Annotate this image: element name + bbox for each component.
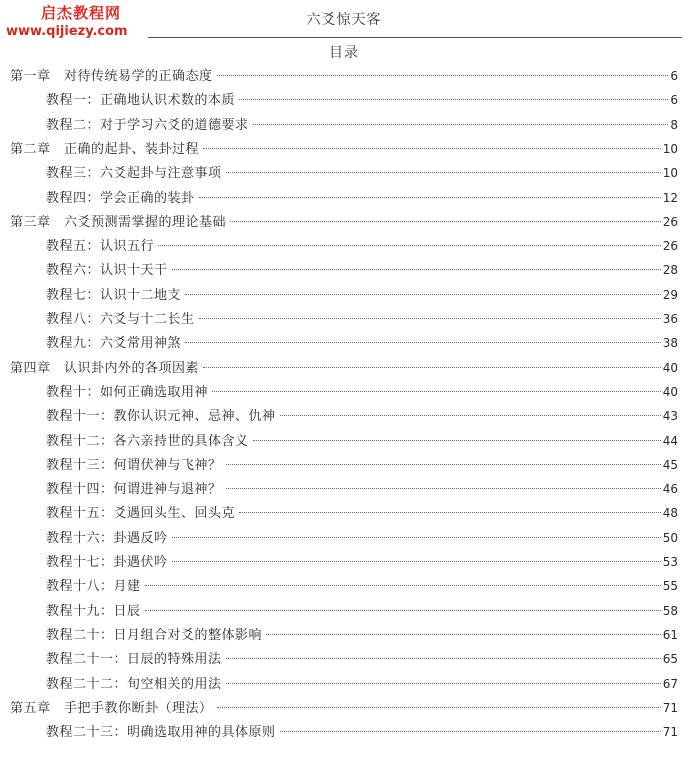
toc-lesson-entry: [46, 88, 678, 112]
toc-lesson-entry: [46, 501, 678, 525]
toc-lesson-entry: [46, 453, 678, 477]
toc-dot-leader: [253, 124, 669, 125]
toc-dot-leader: [239, 512, 661, 513]
toc-entry-title: 教程二十一：日辰的特殊用法: [46, 652, 222, 668]
toc-lesson-entry: [46, 258, 678, 282]
watermark-site-url: www.qijiezy.com: [6, 24, 128, 39]
toc-dot-leader: [212, 391, 661, 392]
toc-entry-title: 教程八：六爻与十二长生: [46, 312, 195, 327]
toc-page-number: 40: [662, 360, 678, 375]
toc-chapter-entry: [10, 64, 678, 88]
toc-lesson-entry: [46, 380, 678, 404]
toc-entry-title: 教程十六：卦遇反吟: [46, 530, 168, 546]
toc-lesson-entry: [46, 574, 678, 598]
toc-page-number: 10: [662, 141, 678, 156]
toc-entry-title: 教程二十三：明确选取用神的具体原则: [46, 725, 276, 741]
toc-page-number: 50: [662, 530, 678, 545]
toc-dot-leader: [145, 610, 661, 611]
toc-lesson-entry: [46, 404, 678, 428]
toc-dot-leader: [230, 221, 661, 222]
toc-entry-title: 教程十三：何谓伏神与飞神？: [46, 457, 222, 473]
book-title: 六爻惊天客: [306, 12, 382, 28]
toc-entry-title: 教程九：六爻常用神煞: [46, 336, 182, 352]
toc-entry-title: 教程三：六爻起卦与注意事项: [46, 166, 222, 182]
toc-entry-title: 第二章 正确的起卦、装卦过程: [10, 141, 200, 157]
toc-lesson-entry: [46, 283, 678, 307]
toc-page-number: 10: [662, 166, 678, 181]
toc-page-number: 71: [662, 725, 678, 740]
toc-chapter-entry: [10, 356, 678, 380]
toc-entry-title: 教程十五：爻遇回头生、回头克: [46, 506, 236, 522]
toc-page-number: 6: [670, 93, 678, 108]
toc-dot-leader: [199, 197, 661, 198]
toc-page-number: 44: [662, 433, 678, 448]
toc-lesson-entry: [46, 113, 678, 137]
toc-lesson-entry: [46, 550, 678, 574]
toc-dot-leader: [172, 561, 661, 562]
toc-dot-leader: [185, 342, 661, 343]
toc-dot-leader: [158, 245, 661, 246]
toc-dot-leader: [217, 707, 661, 708]
toc-dot-leader: [217, 75, 669, 76]
toc-entry-title: 第三章 六爻预测需掌握的理论基础: [10, 214, 227, 230]
toc-dot-leader: [145, 585, 661, 586]
toc-entry-title: 教程十：如何正确选取用神: [46, 384, 209, 400]
toc-entry-title: 教程二十：日月组合对爻的整体影响: [46, 627, 263, 643]
toc-lesson-entry: [46, 429, 678, 453]
toc-page-number: 45: [662, 457, 678, 472]
header-divider: [148, 37, 682, 38]
toc-page-number: 26: [662, 239, 678, 254]
toc-entry-title: 教程七：认识十二地支: [46, 287, 182, 303]
toc-entry-title: 教程十一：教你认识元神、忌神、仇神: [46, 409, 276, 425]
toc-entry-title: 教程六：认识十天干: [46, 263, 168, 279]
toc-lesson-entry: [46, 331, 678, 355]
toc-dot-leader: [203, 367, 661, 368]
toc-entry-title: 教程十二：各六亲持世的具体含义: [46, 433, 249, 449]
toc-lesson-entry: [46, 647, 678, 671]
toc-lesson-entry: [46, 599, 678, 623]
toc-entry-title: 教程四：学会正确的装卦: [46, 190, 195, 206]
toc-dot-leader: [185, 294, 661, 295]
toc-page-number: 6: [670, 69, 678, 83]
toc-lesson-entry: [46, 526, 678, 550]
toc-dot-leader: [199, 318, 661, 319]
toc-dot-leader: [266, 634, 661, 635]
toc-dot-leader: [280, 415, 661, 416]
toc-page-number: 67: [662, 676, 678, 691]
toc-page-number: 12: [662, 190, 678, 205]
toc-lesson-entry: [46, 672, 678, 696]
toc-page-number: 46: [662, 482, 678, 497]
toc-dot-leader: [226, 683, 661, 684]
toc-chapter-entry: [10, 210, 678, 234]
toc-page-number: 58: [662, 603, 678, 618]
toc-lesson-entry: [46, 623, 678, 647]
toc-page-number: 43: [662, 409, 678, 424]
toc-page-number: 40: [662, 384, 678, 399]
toc-dot-leader: [280, 731, 661, 732]
toc-dot-leader: [172, 537, 661, 538]
toc-page-number: 71: [662, 700, 678, 715]
toc-page-number: 38: [662, 336, 678, 351]
toc-entry-title: 教程一：正确地认识术数的本质: [46, 93, 236, 109]
toc-entry-title: 教程十七：卦遇伏吟: [46, 555, 168, 570]
toc-page-number: 65: [662, 652, 678, 667]
toc-entry-title: 教程五：认识五行: [46, 239, 155, 255]
toc-entry-title: 教程二十二：旬空相关的用法: [46, 676, 222, 692]
toc-page-number: 55: [662, 579, 678, 594]
toc-page-number: 8: [670, 117, 678, 132]
toc-lesson-entry: [46, 186, 678, 210]
toc-entry-title: 教程十九：日辰: [46, 603, 141, 619]
toc-lesson-entry: [46, 477, 678, 501]
toc-page-number: 53: [662, 555, 678, 569]
toc-chapter-entry: [10, 696, 678, 720]
toc-lesson-entry: [46, 720, 678, 744]
toc-entry-title: 第五章 手把手教你断卦（理法）: [10, 700, 213, 716]
toc-dot-leader: [203, 148, 661, 149]
toc-page-number: 61: [662, 627, 678, 642]
toc-heading: 目录: [329, 45, 359, 61]
toc-entry-title: 教程二：对于学习六爻的道德要求: [46, 117, 249, 133]
toc-page-number: 26: [662, 214, 678, 229]
toc-dot-leader: [226, 172, 661, 173]
toc-entry-title: 教程十四：何谓进神与退神？: [46, 482, 222, 498]
toc-dot-leader: [226, 488, 661, 489]
toc-page-number: 28: [662, 263, 678, 278]
toc-lesson-entry: [46, 161, 678, 185]
toc-lesson-entry: [46, 234, 678, 258]
toc-entry-title: 第四章 认识卦内外的各项因素: [10, 360, 200, 376]
toc-dot-leader: [226, 464, 661, 465]
toc-page-number: 36: [662, 312, 678, 326]
toc-page-number: 29: [662, 287, 678, 302]
toc-dot-leader: [226, 658, 661, 659]
toc-entry-title: 教程十八：月建: [46, 579, 141, 595]
toc-chapter-entry: [10, 137, 678, 161]
toc-lesson-entry: [46, 307, 678, 331]
toc-dot-leader: [239, 99, 668, 100]
watermark-site-name: 启杰教程网: [40, 4, 121, 22]
toc-dot-leader: [253, 440, 661, 441]
toc-dot-leader: [172, 269, 661, 270]
toc-entry-title: 第一章 对待传统易学的正确态度: [10, 69, 213, 84]
toc-page-number: 48: [662, 506, 678, 521]
